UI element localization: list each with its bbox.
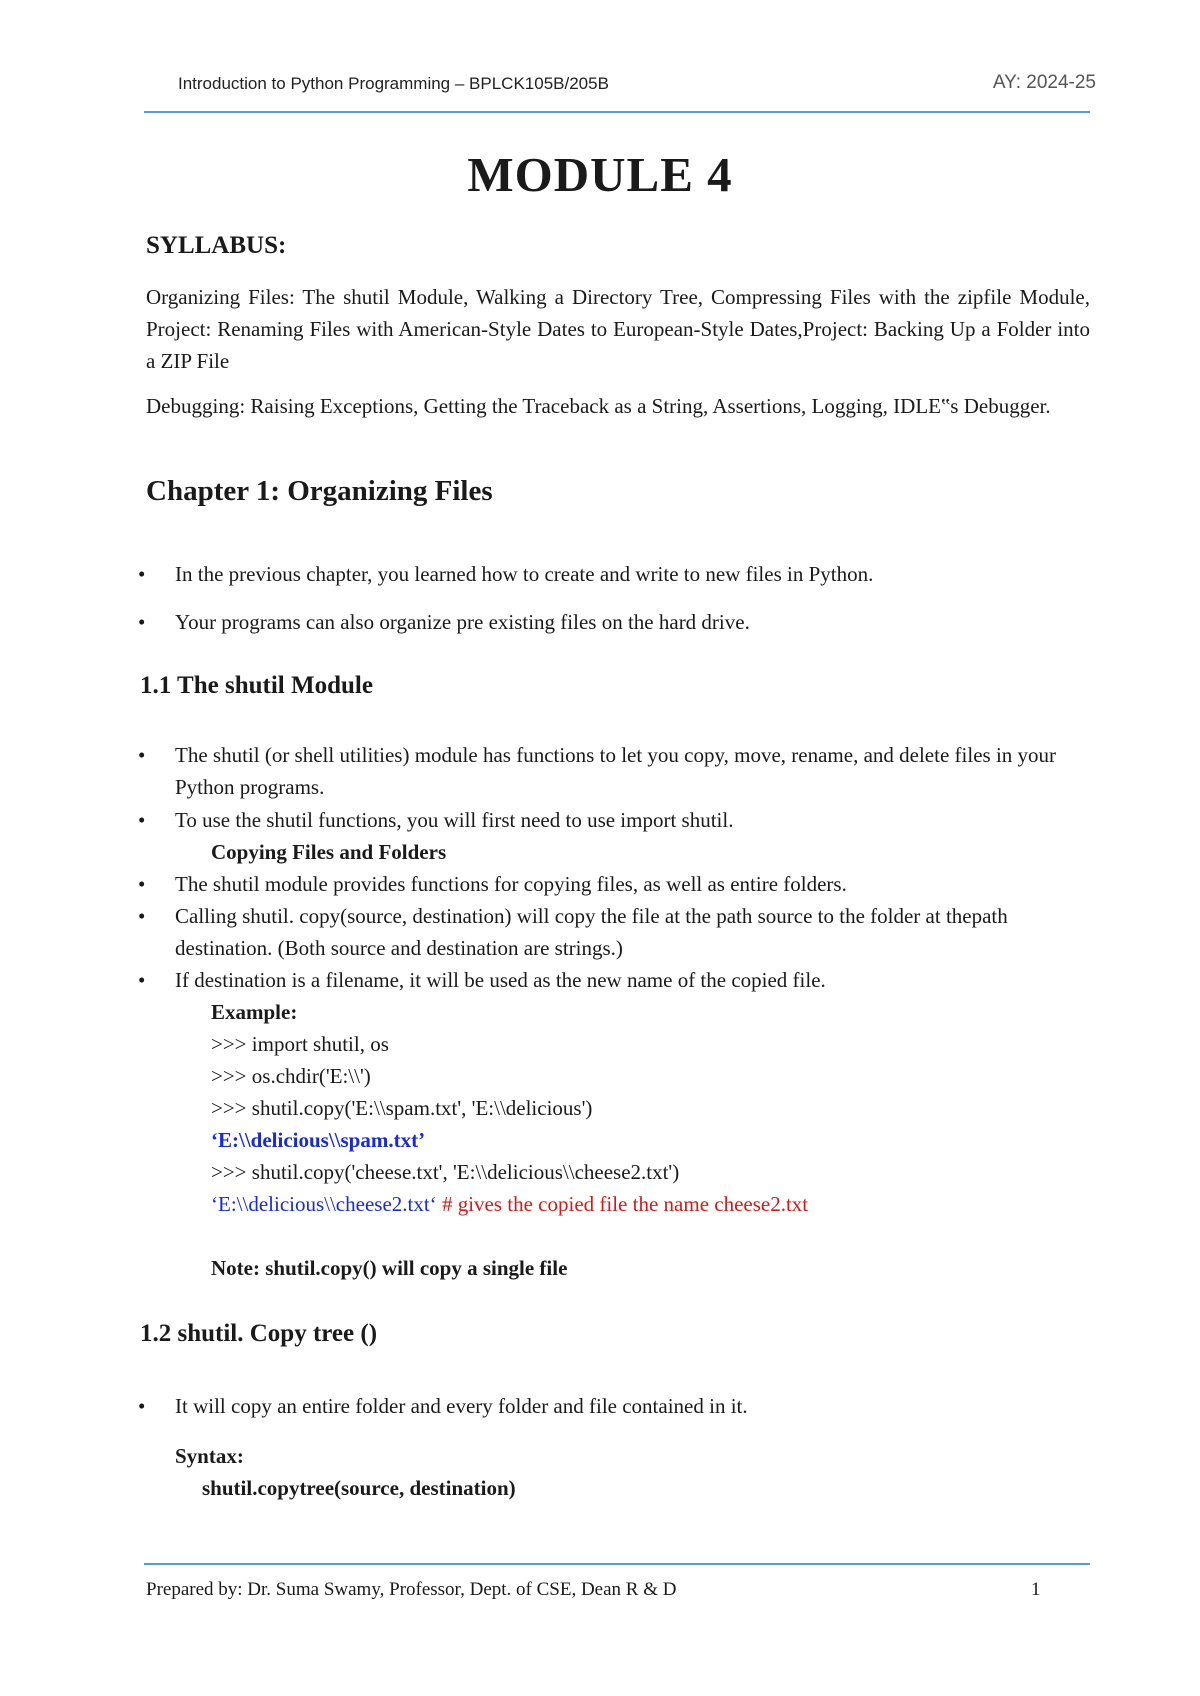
section-heading-copytree: 1.2 shutil. Copy tree () (140, 1320, 378, 1347)
bullet-icon: • (138, 1394, 146, 1418)
header-year: AY: 2024-25 (992, 72, 1096, 93)
syntax-label: Syntax: (175, 1444, 244, 1468)
list-item: • To use the shutil functions, you will first need to use import shutil. (138, 804, 1094, 836)
bullet-icon: • (138, 562, 146, 586)
section-heading-shutil: 1.1 The shutil Module (140, 672, 373, 699)
list-item: • In the previous chapter, you learned how to create and write to new files in Python. (138, 558, 1094, 590)
page-number: 1 (1031, 1579, 1041, 1600)
code-output-line (211, 1188, 808, 1220)
code-output: ‘E:\\delicious\\cheese2.txt‘ (211, 1192, 437, 1216)
example-label: Example: (211, 1000, 298, 1024)
bullet-icon: • (138, 610, 146, 634)
bullet-icon: • (138, 968, 146, 992)
bullet-icon: • (138, 872, 146, 896)
syllabus-paragraph-1: Organizing Files: The shutil Module, Walking a Directory Tree, Compressing Files with the zipfile Module, Project: Renaming Files with American-Style Dates to European-Style Dates,Project: Backing Up a Folder into a ZIP File (146, 285, 1090, 373)
code-line: >>> import shutil, os (211, 1032, 389, 1056)
syllabus-paragraph-2: Debugging: Raising Exceptions, Getting the Traceback as a String, Assertions, Logging, IDLE‟s Debugger. (146, 394, 1051, 418)
footer-prepared-by: Prepared by: Dr. Suma Swamy, Professor, Dept. of CSE, Dean R & D (146, 1579, 677, 1600)
code-line: >>> os.chdir('E:\\') (211, 1064, 371, 1088)
code-comment: # gives the copied file the name cheese2.txt (436, 1192, 809, 1216)
syllabus-heading: SYLLABUS: (146, 232, 287, 259)
subheading-copying: Copying Files and Folders (211, 840, 447, 864)
code-line: >>> shutil.copy('cheese.txt', 'E:\\delicious\\cheese2.txt') (211, 1160, 680, 1184)
list-item: • It will copy an entire folder and every folder and file contained in it. (138, 1390, 1094, 1422)
bullet-icon: • (138, 904, 146, 928)
chapter-heading: Chapter 1: Organizing Files (146, 475, 493, 507)
list-item: • If destination is a filename, it will be used as the new name of the copied file. (138, 964, 1094, 996)
footer-rule (144, 1563, 1090, 1565)
list-item: • The shutil module provides functions for copying files, as well as entire folders. (138, 868, 1094, 900)
list-item: • Calling shutil. copy(source, destination) will copy the file at the path source to the folder at thepath destination. (Both source and destination are strings.) (138, 900, 1094, 964)
syntax-code: shutil.copytree(source, destination) (202, 1476, 516, 1500)
code-output: ‘E:\\delicious\\spam.txt’ (211, 1128, 426, 1152)
code-line: >>> shutil.copy('E:\\spam.txt', 'E:\\delicious') (211, 1096, 593, 1120)
page-title: MODULE 4 (467, 147, 733, 202)
header-course: Introduction to Python Programming – BPLCK105B/205B (178, 74, 609, 93)
bullet-icon: • (138, 743, 146, 767)
bullet-icon: • (138, 808, 146, 832)
note: Note: shutil.copy() will copy a single file (211, 1256, 568, 1280)
list-item: • Your programs can also organize pre existing files on the hard drive. (138, 606, 1094, 638)
header-rule (144, 111, 1090, 113)
list-item: • The shutil (or shell utilities) module has functions to let you copy, move, rename, and delete files in your Python programs. (138, 739, 1094, 803)
